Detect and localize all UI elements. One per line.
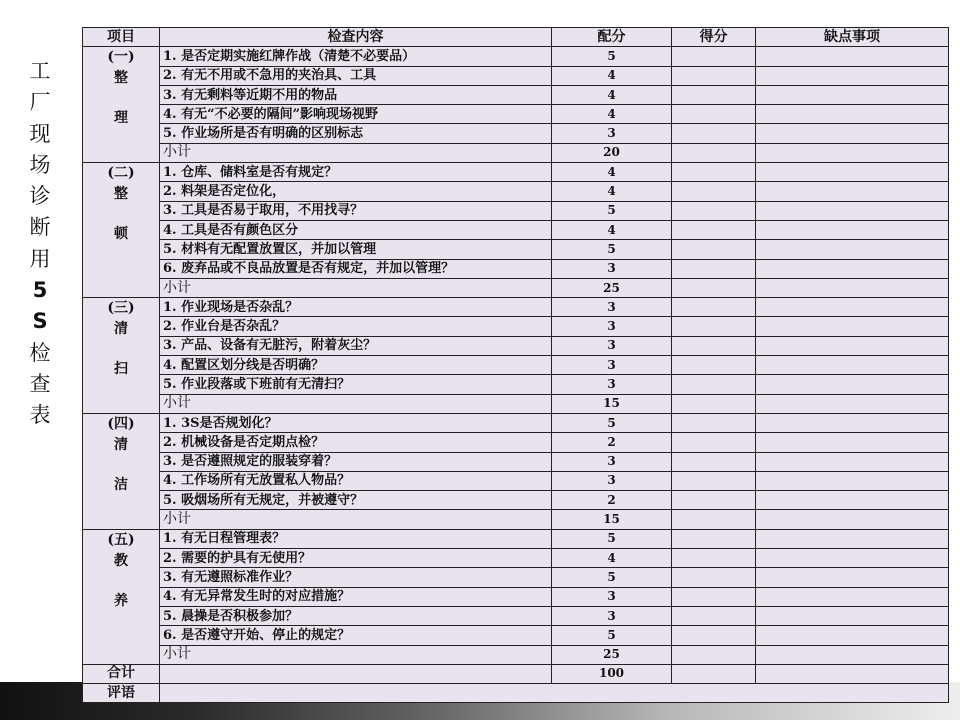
table-row <box>83 336 949 355</box>
subtotal-score-cell[interactable] <box>672 394 756 413</box>
total-defects-cell[interactable] <box>756 664 949 683</box>
header-points: 配分 <box>552 28 672 47</box>
points-cell: 4 <box>552 66 672 85</box>
subtotal-defects-cell[interactable] <box>756 394 949 413</box>
subtotal-row <box>83 143 949 162</box>
header-content: 检查内容 <box>160 28 552 47</box>
subtotal-value: 15 <box>552 510 672 529</box>
check-item-text: 5. 作业场所是否有明确的区别标志 <box>160 124 552 143</box>
subtotal-row <box>83 510 949 529</box>
defects-cell[interactable] <box>756 356 949 375</box>
points-cell: 3 <box>552 375 672 394</box>
total-row <box>83 664 949 683</box>
check-item-text: 1. 作业现场是否杂乱？ <box>160 298 552 317</box>
category-cell <box>83 529 160 664</box>
score-cell[interactable] <box>672 356 756 375</box>
table-row <box>83 201 949 220</box>
table-row <box>83 606 949 625</box>
defects-cell[interactable] <box>756 47 949 66</box>
points-cell: 3 <box>552 259 672 278</box>
check-item-text: 5. 吸烟场所有无规定，并被遵守？ <box>160 491 552 510</box>
header-defects: 缺点事项 <box>756 28 949 47</box>
score-cell[interactable] <box>672 336 756 355</box>
category-char: 养 <box>114 592 128 609</box>
defects-cell[interactable] <box>756 220 949 239</box>
score-cell[interactable] <box>672 259 756 278</box>
category-number: (一) <box>107 49 135 66</box>
points-cell: 4 <box>552 182 672 201</box>
check-item-text: 4. 工具是否有颜色区分 <box>160 220 552 239</box>
title-char: 诊 <box>29 184 51 209</box>
score-cell[interactable] <box>672 529 756 548</box>
title-char: 现 <box>29 121 51 146</box>
5s-checklist-table <box>82 27 949 703</box>
score-cell[interactable] <box>672 240 756 259</box>
table-row <box>83 549 949 568</box>
subtotal-defects-cell[interactable] <box>756 143 949 162</box>
points-cell: 3 <box>552 471 672 490</box>
vertical-title <box>22 56 58 432</box>
points-cell: 3 <box>552 452 672 471</box>
defects-cell[interactable] <box>756 163 949 182</box>
score-cell[interactable] <box>672 549 756 568</box>
subtotal-score-cell[interactable] <box>672 278 756 297</box>
check-item-text: 3. 是否遵照规定的服装穿着？ <box>160 452 552 471</box>
points-cell: 5 <box>552 413 672 432</box>
check-item-text: 3. 工具是否易于取用，不用找寻？ <box>160 201 552 220</box>
defects-cell[interactable] <box>756 413 949 432</box>
points-cell: 4 <box>552 220 672 239</box>
check-item-text: 2. 料架是否定位化， <box>160 182 552 201</box>
points-cell: 3 <box>552 317 672 336</box>
header-row <box>83 28 949 47</box>
table-row <box>83 317 949 336</box>
table-row <box>83 182 949 201</box>
check-item-text: 2. 作业台是否杂乱？ <box>160 317 552 336</box>
defects-cell[interactable] <box>756 66 949 85</box>
title-char: S <box>32 309 48 334</box>
title-char: 查 <box>29 371 51 396</box>
defects-cell[interactable] <box>756 587 949 606</box>
table-body <box>83 47 949 665</box>
defects-cell[interactable] <box>756 491 949 510</box>
table-row <box>83 105 949 124</box>
points-cell: 3 <box>552 587 672 606</box>
table-row <box>83 124 949 143</box>
checklist-table-container <box>82 27 948 701</box>
category-char: 理 <box>114 110 128 127</box>
points-cell: 4 <box>552 163 672 182</box>
defects-cell[interactable] <box>756 452 949 471</box>
subtotal-row <box>83 278 949 297</box>
defects-cell[interactable] <box>756 549 949 568</box>
table-row <box>83 413 949 432</box>
subtotal-label: 小计 <box>160 143 552 162</box>
title-char: 厂 <box>29 90 51 115</box>
title-char: 检 <box>29 340 51 365</box>
defects-cell[interactable] <box>756 240 949 259</box>
score-cell[interactable] <box>672 105 756 124</box>
points-cell: 5 <box>552 626 672 645</box>
check-item-text: 4. 有无异常发生时的对应措施？ <box>160 587 552 606</box>
subtotal-value: 25 <box>552 278 672 297</box>
defects-cell[interactable] <box>756 201 949 220</box>
score-cell[interactable] <box>672 375 756 394</box>
subtotal-score-cell[interactable] <box>672 645 756 664</box>
table-row <box>83 356 949 375</box>
table-row <box>83 220 949 239</box>
table-row <box>83 66 949 85</box>
check-item-text: 3. 有无剩料等近期不用的物品 <box>160 85 552 104</box>
check-item-text: 2. 机械设备是否定期点检？ <box>160 433 552 452</box>
category-char: 清 <box>114 436 128 453</box>
table-row <box>83 626 949 645</box>
check-item-text: 4. 工作场所有无放置私人物品？ <box>160 471 552 490</box>
category-char: 清 <box>114 321 128 338</box>
defects-cell[interactable] <box>756 529 949 548</box>
table-row <box>83 433 949 452</box>
points-cell: 4 <box>552 549 672 568</box>
defects-cell[interactable] <box>756 259 949 278</box>
category-cell <box>83 47 160 163</box>
score-cell[interactable] <box>672 298 756 317</box>
subtotal-row <box>83 645 949 664</box>
check-item-text: 1. 有无日程管理表？ <box>160 529 552 548</box>
category-number: (三) <box>107 300 135 317</box>
total-value: 100 <box>552 664 672 683</box>
category-char: 洁 <box>114 476 128 493</box>
check-item-text: 1. 仓库、储料室是否有规定？ <box>160 163 552 182</box>
check-item-text: 6. 废弃品或不良品放置是否有规定，并加以管理？ <box>160 259 552 278</box>
total-content-cell <box>160 664 552 683</box>
check-item-text: 6. 是否遵守开始、停止的规定？ <box>160 626 552 645</box>
total-label: 合计 <box>83 664 160 683</box>
check-item-text: 5. 材料有无配置放置区，并加以管理 <box>160 240 552 259</box>
score-cell[interactable] <box>672 220 756 239</box>
subtotal-value: 25 <box>552 645 672 664</box>
score-cell[interactable] <box>672 124 756 143</box>
check-item-text: 3. 产品、设备有无脏污，附着灰尘？ <box>160 336 552 355</box>
subtotal-label: 小计 <box>160 645 552 664</box>
title-char: 5 <box>32 278 48 303</box>
table-row <box>83 452 949 471</box>
defects-cell[interactable] <box>756 85 949 104</box>
defects-cell[interactable] <box>756 433 949 452</box>
table-row <box>83 471 949 490</box>
category-number: (四) <box>107 415 135 432</box>
table-row <box>83 529 949 548</box>
score-cell[interactable] <box>672 182 756 201</box>
score-cell[interactable] <box>672 85 756 104</box>
category-char: 顿 <box>114 226 128 243</box>
table-row <box>83 85 949 104</box>
points-cell: 2 <box>552 491 672 510</box>
table-row <box>83 240 949 259</box>
subtotal-defects-cell[interactable] <box>756 510 949 529</box>
category-char: 扫 <box>114 361 128 378</box>
score-cell[interactable] <box>672 163 756 182</box>
subtotal-label: 小计 <box>160 394 552 413</box>
title-char: 场 <box>29 152 51 177</box>
points-cell: 4 <box>552 105 672 124</box>
defects-cell[interactable] <box>756 606 949 625</box>
check-item-text: 1. 3S是否规划化？ <box>160 413 552 432</box>
subtotal-row <box>83 394 949 413</box>
points-cell: 5 <box>552 201 672 220</box>
score-cell[interactable] <box>672 201 756 220</box>
defects-cell[interactable] <box>756 105 949 124</box>
category-cell <box>83 298 160 414</box>
subtotal-label: 小计 <box>160 278 552 297</box>
subtotal-defects-cell[interactable] <box>756 278 949 297</box>
subtotal-defects-cell[interactable] <box>756 645 949 664</box>
score-cell[interactable] <box>672 452 756 471</box>
category-number: (二) <box>107 165 135 182</box>
points-cell: 5 <box>552 568 672 587</box>
defects-cell[interactable] <box>756 471 949 490</box>
table-row <box>83 259 949 278</box>
defects-cell[interactable] <box>756 375 949 394</box>
category-cell <box>83 163 160 298</box>
category-char: 整 <box>114 186 128 203</box>
category-char: 整 <box>114 70 128 87</box>
points-cell: 5 <box>552 529 672 548</box>
check-item-text: 5. 作业段落或下班前有无清扫？ <box>160 375 552 394</box>
comment-cell[interactable] <box>160 684 949 703</box>
table-row <box>83 47 949 66</box>
score-cell[interactable] <box>672 606 756 625</box>
title-char: 用 <box>29 246 51 271</box>
category-cell <box>83 413 160 529</box>
score-cell[interactable] <box>672 626 756 645</box>
score-cell[interactable] <box>672 471 756 490</box>
comment-row <box>83 684 949 703</box>
check-item-text: 1. 是否定期实施红牌作战（清楚不必要品） <box>160 47 552 66</box>
check-item-text: 2. 需要的护具有无使用？ <box>160 549 552 568</box>
subtotal-label: 小计 <box>160 510 552 529</box>
points-cell: 5 <box>552 240 672 259</box>
points-cell: 3 <box>552 606 672 625</box>
points-cell: 3 <box>552 356 672 375</box>
comment-label: 评语 <box>83 684 160 703</box>
defects-cell[interactable] <box>756 124 949 143</box>
check-item-text: 4. 有无“不必要的隔间”影响现场视野 <box>160 105 552 124</box>
subtotal-value: 15 <box>552 394 672 413</box>
title-char: 工 <box>29 59 51 83</box>
score-cell[interactable] <box>672 491 756 510</box>
table-row <box>83 298 949 317</box>
points-cell: 3 <box>552 336 672 355</box>
points-cell: 3 <box>552 124 672 143</box>
table-row <box>83 491 949 510</box>
defects-cell[interactable] <box>756 298 949 317</box>
header-category: 项目 <box>83 28 160 47</box>
table-row <box>83 587 949 606</box>
defects-cell[interactable] <box>756 182 949 201</box>
title-char: 表 <box>29 403 51 428</box>
check-item-text: 3. 有无遵照标准作业？ <box>160 568 552 587</box>
defects-cell[interactable] <box>756 626 949 645</box>
header-score: 得分 <box>672 28 756 47</box>
points-cell: 4 <box>552 85 672 104</box>
table-row <box>83 163 949 182</box>
check-item-text: 4. 配置区划分线是否明确？ <box>160 356 552 375</box>
score-cell[interactable] <box>672 47 756 66</box>
score-cell[interactable] <box>672 433 756 452</box>
table-row <box>83 375 949 394</box>
defects-cell[interactable] <box>756 317 949 336</box>
defects-cell[interactable] <box>756 336 949 355</box>
score-cell[interactable] <box>672 568 756 587</box>
subtotal-value: 20 <box>552 143 672 162</box>
category-char: 教 <box>114 552 128 569</box>
score-cell[interactable] <box>672 413 756 432</box>
check-item-text: 5. 晨操是否积极参加？ <box>160 606 552 625</box>
subtotal-score-cell[interactable] <box>672 143 756 162</box>
subtotal-score-cell[interactable] <box>672 510 756 529</box>
points-cell: 2 <box>552 433 672 452</box>
points-cell: 3 <box>552 298 672 317</box>
total-score-cell[interactable] <box>672 664 756 683</box>
table-row <box>83 568 949 587</box>
score-cell[interactable] <box>672 317 756 336</box>
title-char: 断 <box>29 215 51 240</box>
score-cell[interactable] <box>672 66 756 85</box>
check-item-text: 2. 有无不用或不急用的夹治具、工具 <box>160 66 552 85</box>
points-cell: 5 <box>552 47 672 66</box>
score-cell[interactable] <box>672 587 756 606</box>
category-number: (五) <box>107 531 135 548</box>
defects-cell[interactable] <box>756 568 949 587</box>
